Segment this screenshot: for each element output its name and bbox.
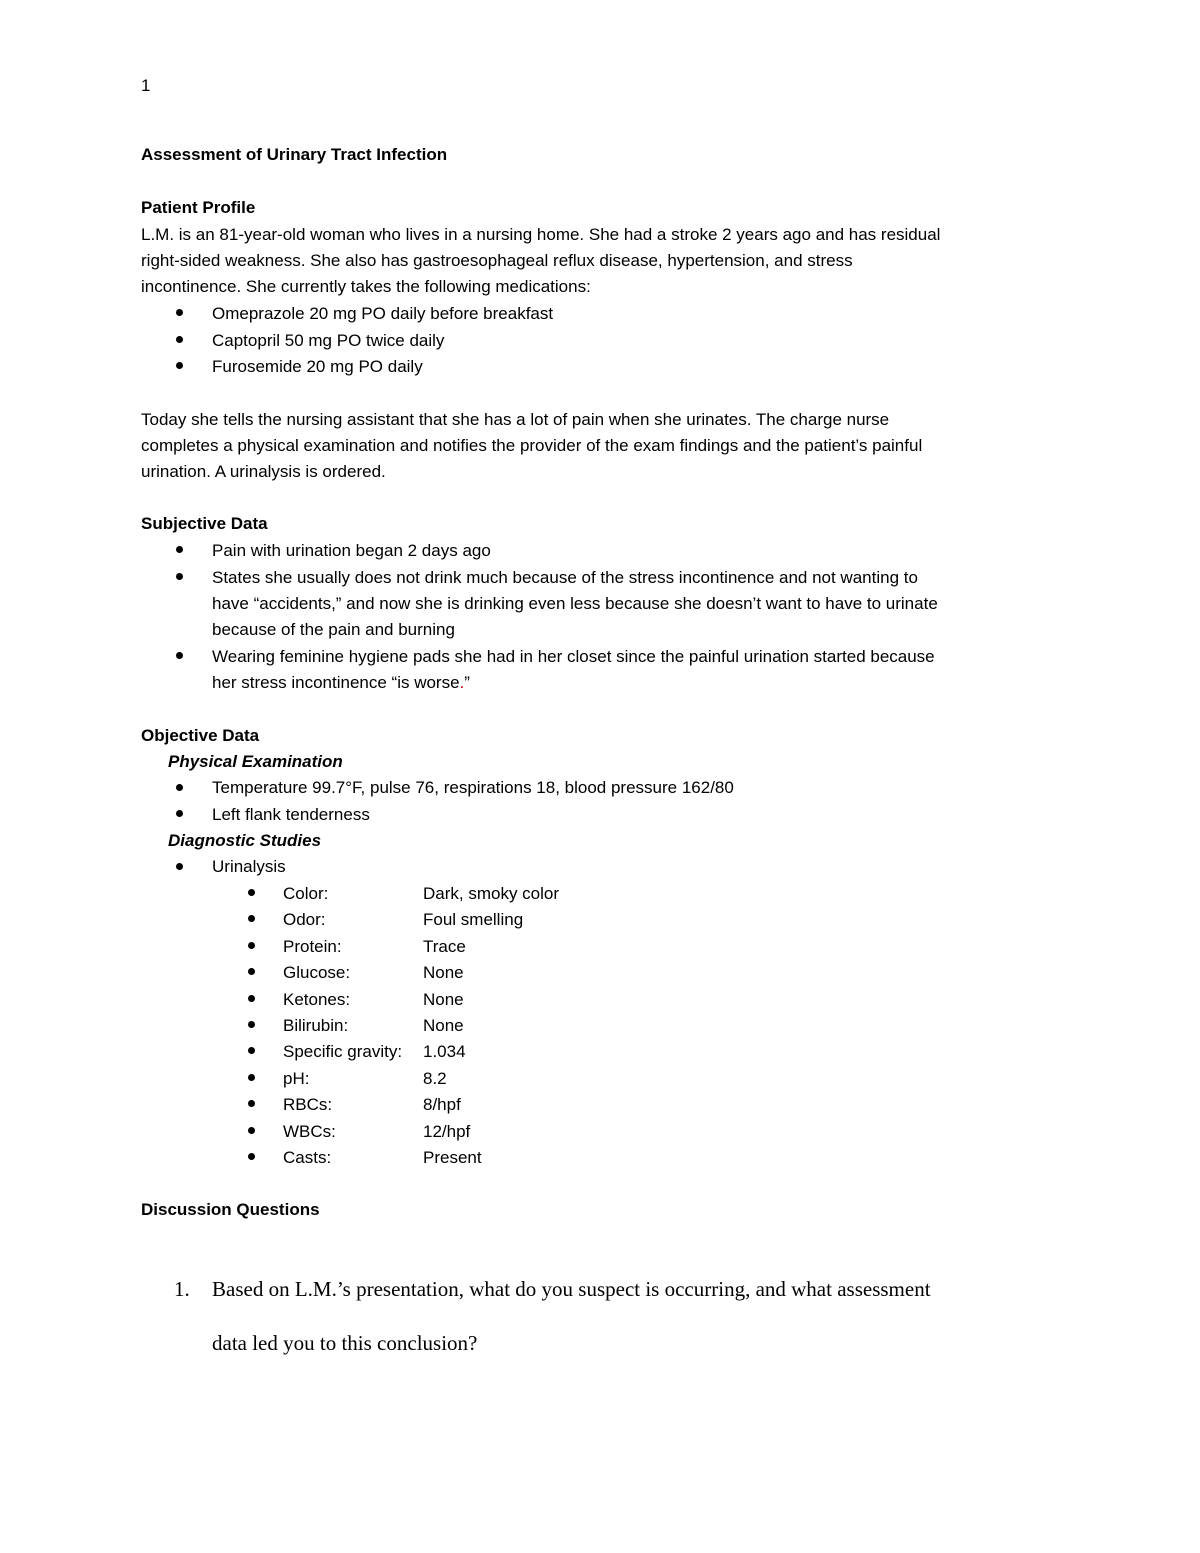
question-line: data led you to this conclusion? [212,1331,478,1355]
urinalysis-value: Trace [423,937,466,956]
subjective-item-line [212,673,470,693]
urinalysis-label: Specific gravity: [283,1042,403,1061]
urinalysis-label: Casts: [283,1148,332,1167]
urinalysis-label: Glucose: [283,963,351,982]
bullet-icon [176,784,183,791]
urinalysis-label: WBCs: [283,1122,336,1141]
closing-quote: ” [464,673,470,692]
physical-exam-heading: Physical Examination [168,752,343,771]
bullet-icon [248,942,255,949]
bullet-icon [176,309,183,316]
bullet-icon [176,546,183,553]
narrative-line: urination. A urinalysis is ordered. [141,462,386,481]
urinalysis-value: 12/hpf [423,1122,471,1141]
bullet-icon [248,1127,255,1134]
urinalysis-value: None [423,963,464,982]
urinalysis-label: pH: [283,1069,310,1088]
subjective-item: Pain with urination began 2 days ago [212,541,491,560]
urinalysis-label: Color: [283,884,329,903]
question-number: 1. [174,1277,190,1301]
patient-profile-line: right-sided weakness. She also has gastroesophageal reflux disease, hypertension, and stress [141,251,853,270]
urinalysis-label: Ketones: [283,990,351,1009]
question-line: Based on L.M.’s presentation, what do you suspect is occurring, and what assessment [212,1277,931,1301]
subjective-item-line: States she usually does not drink much because of the stress incontinence and not wanting to [212,568,918,587]
subjective-item-line: Wearing feminine hygiene pads she had in her closet since the painful urination started because [212,647,935,666]
physical-exam-item: Temperature 99.7°F, pulse 76, respirations 18, blood pressure 162/80 [212,778,734,797]
bullet-icon [248,1047,255,1054]
narrative-line: Today she tells the nursing assistant that she has a lot of pain when she urinates. The charge nurse [141,410,890,429]
bullet-icon [248,995,255,1002]
urinalysis-value: None [423,1016,464,1035]
patient-profile-line: L.M. is an 81-year-old woman who lives in a nursing home. She had a stroke 2 years ago and has residual [141,225,941,244]
medication-item: Furosemide 20 mg PO daily [212,357,423,376]
medication-item: Captopril 50 mg PO twice daily [212,331,445,350]
urinalysis-value: 8/hpf [423,1095,461,1114]
bullet-icon [248,915,255,922]
urinalysis-value: 8.2 [423,1069,447,1088]
subjective-item-line: because of the pain and burning [212,620,455,639]
urinalysis-value: Present [423,1148,482,1167]
narrative-line: completes a physical examination and notifies the provider of the exam findings and the patient’s painful [141,436,923,455]
urinalysis-value: Foul smelling [423,910,524,929]
document-title: Assessment of Urinary Tract Infection [141,145,448,164]
urinalysis-value: 1.034 [423,1042,466,1061]
subjective-item-line: have “accidents,” and now she is drinking even less because she doesn’t want to have to urinate [212,594,938,613]
urinalysis-label: RBCs: [283,1095,333,1114]
bullet-icon [248,1153,255,1160]
bullet-icon [176,573,183,580]
urinalysis-label: Odor: [283,910,326,929]
urinalysis-label: Bilirubin: [283,1016,349,1035]
bullet-icon [176,810,183,817]
patient-profile-heading: Patient Profile [141,198,256,217]
bullet-icon [248,968,255,975]
objective-heading: Objective Data [141,726,260,745]
diagnostic-studies-heading: Diagnostic Studies [168,831,322,850]
bullet-icon [248,1021,255,1028]
bullet-icon [176,362,183,369]
bullet-icon [248,889,255,896]
bullet-icon [248,1100,255,1107]
medication-item: Omeprazole 20 mg PO daily before breakfast [212,304,554,323]
bullet-icon [176,336,183,343]
urinalysis-label: Protein: [283,937,342,956]
urinalysis-value: None [423,990,464,1009]
patient-profile-line: incontinence. She currently takes the following medications: [141,277,591,296]
subjective-heading: Subjective Data [141,514,268,533]
diagnostic-item: Urinalysis [212,857,286,876]
bullet-icon [176,863,183,870]
urinalysis-value: Dark, smoky color [423,884,560,903]
discussion-heading: Discussion Questions [141,1200,320,1219]
physical-exam-item: Left flank tenderness [212,805,370,824]
page-number: 1 [141,76,151,95]
red-period: . [459,673,465,692]
bullet-icon [176,652,183,659]
subjective-item-text: her stress incontinence “is worse [212,673,460,692]
bullet-icon [248,1074,255,1081]
